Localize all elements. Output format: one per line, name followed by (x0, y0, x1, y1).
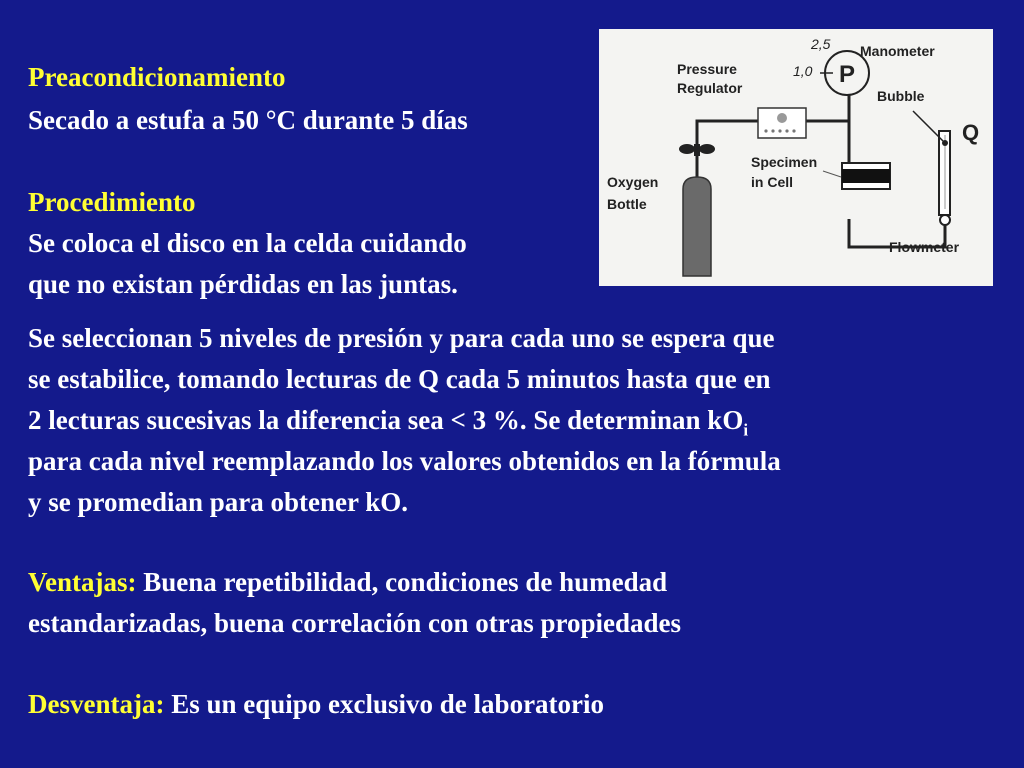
q-symbol-label: Q (962, 120, 980, 145)
procedure-line-2: que no existan pérdidas en las juntas. (28, 269, 458, 299)
disadvantage-text: Es un equipo exclusivo de laboratorio (164, 689, 605, 719)
manometer-symbol: P (839, 61, 856, 88)
scale-high-label: 2,5 (811, 36, 831, 52)
paragraph-line-1: Se seleccionan 5 niveles de presión y para cada uno se espera que (28, 323, 775, 353)
precond-heading: Preacondicionamiento (28, 62, 286, 92)
advantages-line-2: estandarizadas, buena correlación con otras propiedades (28, 608, 682, 638)
manometer-label: Manometer (860, 43, 935, 59)
oxygen-label: Oxygen (607, 174, 659, 190)
disadvantage-line (28, 686, 604, 722)
flowmeter-label: Flowmeter (889, 239, 960, 255)
paragraph-line-3-text: 2 lecturas sucesivas la diferencia sea < 3 %. Se determinan kO (28, 405, 744, 435)
procedure-heading: Procedimiento (28, 187, 196, 217)
manometer-gauge (793, 36, 869, 95)
bottle-label: Bottle (607, 196, 647, 212)
paragraph-line-2: se estabilice, tomando lecturas de Q cada 5 minutos hasta que en (28, 364, 771, 394)
precond-text: Secado a estufa a 50 °C durante 5 días (28, 105, 468, 135)
advantages-line-1 (28, 564, 667, 600)
paragraph-line-4: para cada nivel reemplazando los valores obtenidos en la fórmula (28, 446, 781, 476)
bubble-flowmeter-tube (913, 111, 950, 225)
paragraph-line-3 (28, 402, 748, 448)
piping (697, 95, 945, 247)
advantages-label: Ventajas: (28, 567, 137, 597)
bottle-valve (679, 144, 715, 156)
scale-low-label: 1,0 (793, 63, 813, 79)
paragraph-line-5: y se promedian para obtener kO. (28, 487, 409, 517)
specimen-label: Specimen (751, 154, 818, 170)
pressure-regulator (758, 108, 806, 138)
specimen-cell (842, 163, 890, 189)
paragraph-line-3-subscript: i (743, 420, 749, 440)
bubble-label: Bubble (877, 88, 925, 104)
regulator-label: Regulator (677, 80, 743, 96)
pressure-label: Pressure (677, 61, 737, 77)
test-apparatus-diagram (599, 29, 993, 286)
in-cell-label: in Cell (751, 174, 794, 190)
disadvantage-label: Desventaja: (28, 689, 165, 719)
procedure-line-1: Se coloca el disco en la celda cuidando (28, 228, 467, 258)
advantages-text: Buena repetibilidad, condiciones de humedad (136, 567, 668, 597)
oxygen-bottle (683, 177, 711, 276)
